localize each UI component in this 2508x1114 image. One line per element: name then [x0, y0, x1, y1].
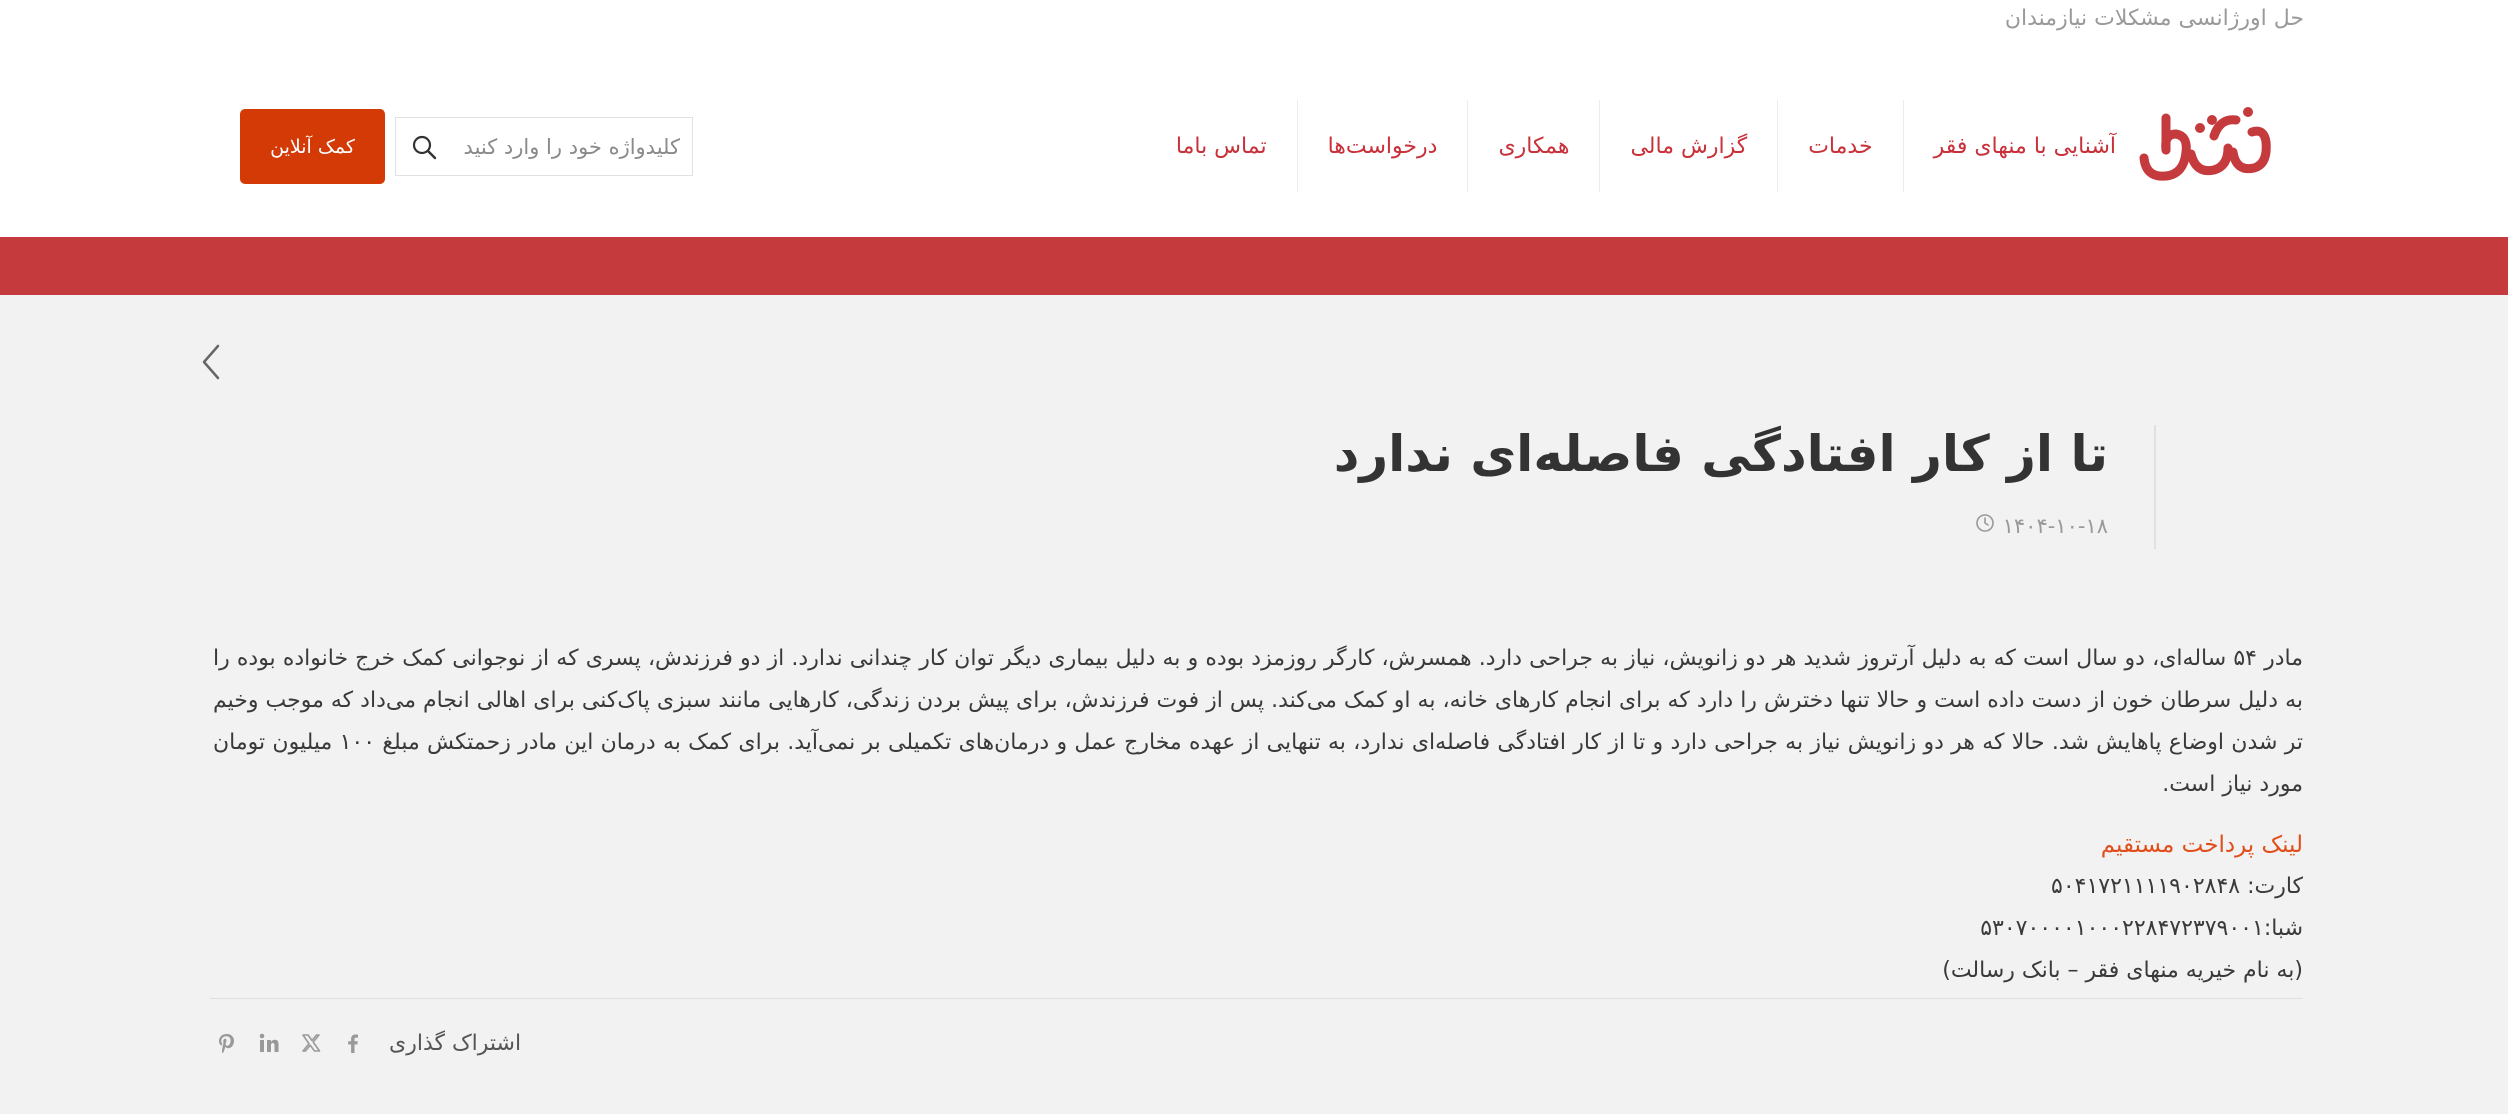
chevron-left-icon[interactable] — [196, 340, 226, 384]
brand-band — [0, 237, 2508, 295]
site-tagline: حل اورژانسی مشکلات نیازمندان — [2004, 6, 2304, 31]
search-input[interactable] — [438, 118, 692, 175]
site-header — [0, 0, 2508, 237]
nav-item-financial-report[interactable]: گزارش مالی — [1599, 100, 1777, 192]
linkedin-icon[interactable] — [257, 1031, 281, 1055]
main-nav — [1146, 100, 2116, 192]
share-bar — [215, 1025, 521, 1061]
share-label: اشتراک گذاری — [389, 1030, 522, 1056]
x-icon[interactable] — [299, 1031, 323, 1055]
sheba-number: شبا:۵۳۰۷۰۰۰۰۱۰۰۰۲۲۸۴۷۲۳۷۹۰۰۱ — [1980, 916, 2303, 941]
post-date-text: ۱۴۰۴-۱۰-۱۸ — [2002, 513, 2108, 538]
site-logo[interactable] — [2136, 88, 2276, 193]
nav-item-contact[interactable]: تماس باما — [1175, 133, 1267, 159]
nav-item-about[interactable]: آشنایی با منهای فقر — [1903, 100, 2116, 192]
pinterest-icon[interactable] — [215, 1031, 239, 1055]
nav-item-cooperation[interactable]: همکاری — [1467, 100, 1599, 192]
post-content — [213, 638, 2303, 992]
card-number: کارت: ۵۰۴۱۷۲۱۱۱۱۹۰۲۸۴۸ — [2051, 874, 2303, 899]
post-title: تا از کار افتادگی فاصله‌ای ندارد — [1333, 425, 2108, 483]
facebook-icon[interactable] — [341, 1031, 365, 1055]
nav-item-requests[interactable]: درخواست‌ها — [1297, 100, 1468, 192]
clock-icon — [1975, 513, 1995, 538]
search-box — [395, 117, 693, 176]
search-icon[interactable] — [410, 127, 438, 167]
account-name: (به نام خیریه منهای فقر – بانک رسالت) — [1942, 958, 2303, 983]
nav-item-services[interactable]: خدمات — [1777, 100, 1902, 192]
post-body: مادر ۵۴ ساله‌ای، دو سال است که به دلیل آرتروز شدید هر دو زانویش، نیاز به جراحی دارد. همسرش، کارگر روزمزد بوده و به دلیل بیماری دیگر توان کار چندانی ندارد. از دو فرزندش، پسری که از نوجوانی کمک خرج خانواده بوده را به دلیل سرطان خون از دست داده است و حالا تنها دخترش را دارد که برای انجام کارهای خانه، به او کمک می‌کند. پس از فوت فرزندش، برای پیش بردن زندگی، کارهایی مانند سبزی پاک‌کنی برای اهالی انجام می‌داد که موجب وخیم تر شدن اوضاع پاهایش شد. حالا که هر دو زانویش نیاز به جراحی دارد و تا از کار افتادگی فاصله‌ای ندارد، به تنهایی از عهده مخارج عمل و درمان‌های تکمیلی بر نمی‌آید. برای کمک به درمان این مادر زحمتکش مبلغ ۱۰۰ میلیون تومان مورد نیاز است. — [213, 646, 2304, 797]
payment-link[interactable]: لینک پرداخت مستقیم — [2100, 832, 2303, 858]
divider — [210, 998, 2303, 999]
online-help-button[interactable]: کمک آنلاین — [240, 109, 385, 184]
post-header — [1154, 425, 2156, 549]
post-date — [1975, 513, 2154, 538]
